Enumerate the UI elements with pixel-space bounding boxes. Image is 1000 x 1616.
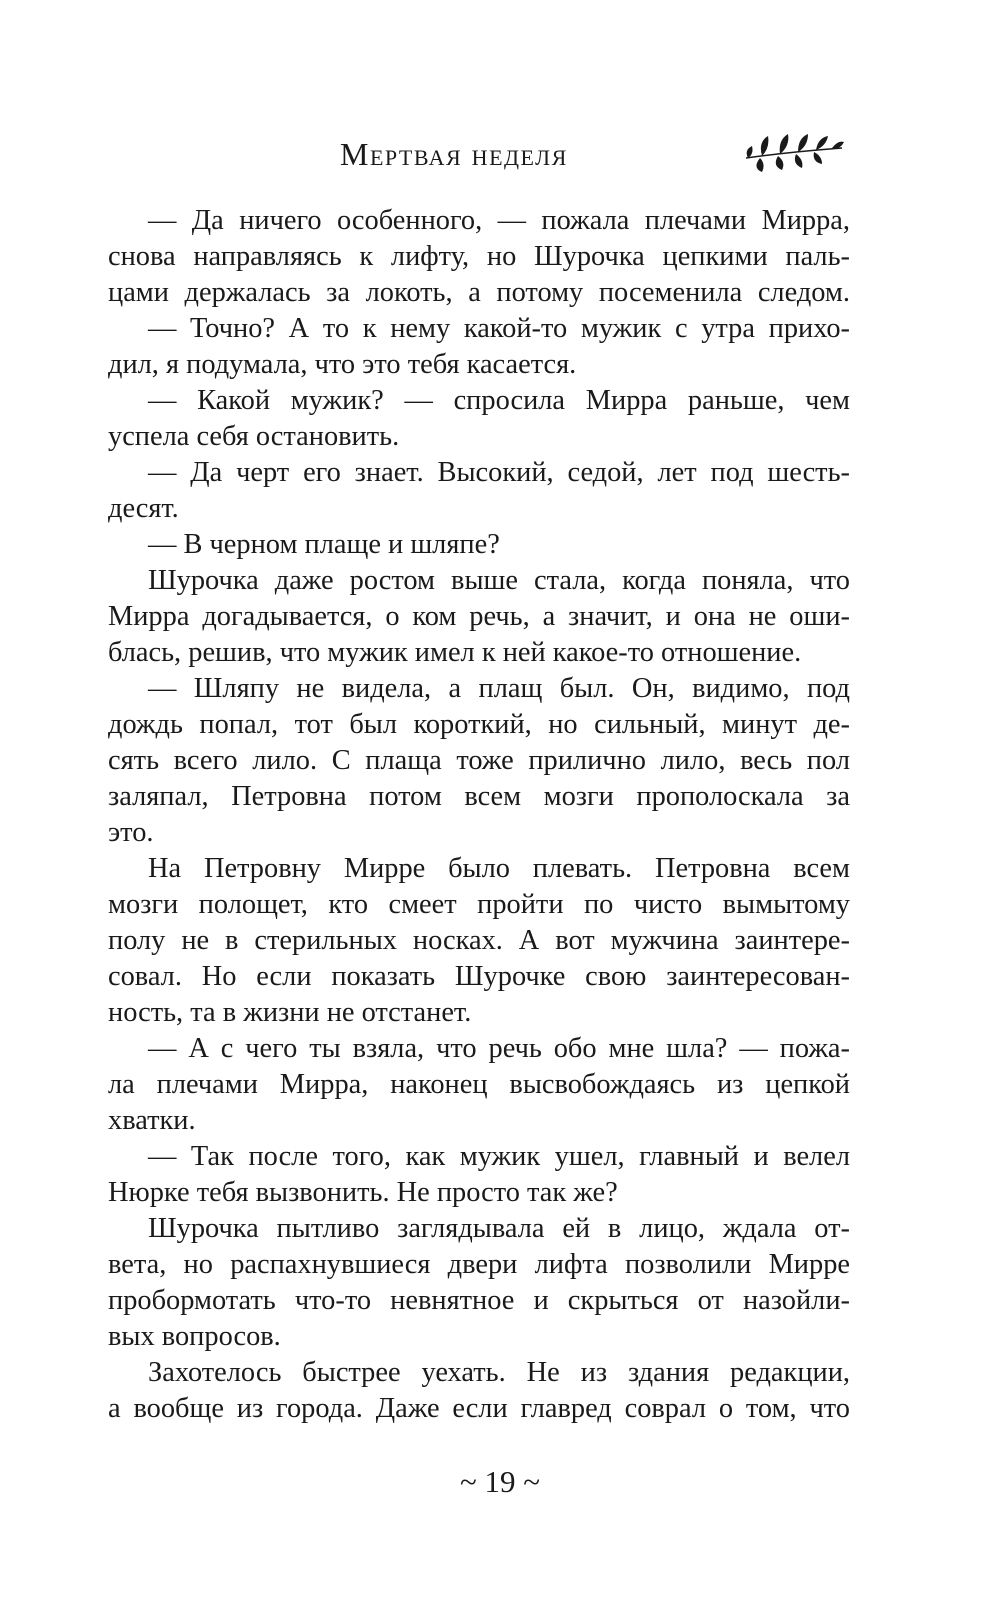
text-line: — Так после того, как мужик ушел, главный и велел bbox=[148, 1141, 850, 1172]
text-line: цами держалась за локоть, а потому посеменила следом. bbox=[108, 277, 850, 308]
text-line: — Точно? А то к нему какой-то мужик с утра прихо- bbox=[148, 313, 850, 344]
text-line: снова направляясь к лифту, но Шурочка цепкими паль- bbox=[108, 241, 850, 272]
running-header bbox=[0, 128, 1000, 188]
text-line: заляпал, Петровна потом всем мозги прополоскала за bbox=[108, 781, 850, 812]
running-header-title: Мертвая неделя bbox=[340, 136, 568, 172]
text-line: успела себя остановить. bbox=[108, 421, 400, 452]
text-line: Шурочка пытливо заглядывала ей в лицо, ждала от- bbox=[148, 1213, 850, 1244]
text-line: вета, но распахнувшиеся двери лифта позволили Мирре bbox=[108, 1249, 850, 1280]
text-line: сять всего лило. С плаща тоже прилично лило, весь пол bbox=[108, 745, 850, 776]
text-line: На Петровну Мирре было плевать. Петровна всем bbox=[148, 853, 850, 884]
text-line: хватки. bbox=[108, 1105, 196, 1136]
text-line: а вообще из города. Даже если главред соврал о том, что bbox=[108, 1393, 850, 1424]
text-line: вых вопросов. bbox=[108, 1321, 281, 1352]
text-line: — Да ничего особенного, — пожала плечами Мирра, bbox=[148, 205, 850, 236]
text-line: блась, решив, что мужик имел к ней какое-то отношение. bbox=[108, 637, 802, 668]
text-line: мозги полощет, кто смеет пройти по чисто вымытому bbox=[108, 889, 850, 920]
text-line: Захотелось быстрее уехать. Не из здания редакции, bbox=[148, 1357, 850, 1388]
page-number: ~ 19 ~ bbox=[459, 1464, 541, 1499]
text-line: это. bbox=[108, 817, 154, 848]
text-line: дил, я подумала, что это тебя касается. bbox=[108, 349, 577, 380]
text-line: полу не в стерильных носках. А вот мужчина заинтере- bbox=[108, 925, 850, 956]
text-line: Нюрке тебя вызвонить. Не просто так же? bbox=[108, 1177, 618, 1208]
text-line: дождь попал, тот был короткий, но сильный, минут де- bbox=[108, 709, 850, 740]
text-line: — Какой мужик? — спросила Мирра раньше, чем bbox=[148, 385, 850, 416]
text-line: — А с чего ты взяла, что речь обо мне шла? — пожа- bbox=[148, 1033, 850, 1064]
text-line: — В черном плаще и шляпе? bbox=[148, 529, 500, 560]
text-line: десят. bbox=[108, 493, 179, 524]
text-line: ность, та в жизни не отстанет. bbox=[108, 997, 472, 1028]
text-line: пробормотать что-то невнятное и скрыться от назойли- bbox=[108, 1285, 850, 1316]
page-body-text bbox=[108, 203, 850, 1427]
text-line: ла плечами Мирра, наконец высвобождаясь из цепкой bbox=[108, 1069, 850, 1100]
text-line: совал. Но если показать Шурочке свою заинтересован- bbox=[108, 961, 850, 992]
text-line: — Да черт его знает. Высокий, седой, лет под шесть- bbox=[148, 457, 850, 488]
leaf-branch-icon bbox=[744, 128, 844, 178]
text-line: Шурочка даже ростом выше стала, когда поняла, что bbox=[148, 565, 850, 596]
text-line: — Шляпу не видела, а плащ был. Он, видимо, под bbox=[148, 673, 850, 704]
text-line: Мирра догадывается, о ком речь, а значит, и она не оши- bbox=[108, 601, 850, 632]
